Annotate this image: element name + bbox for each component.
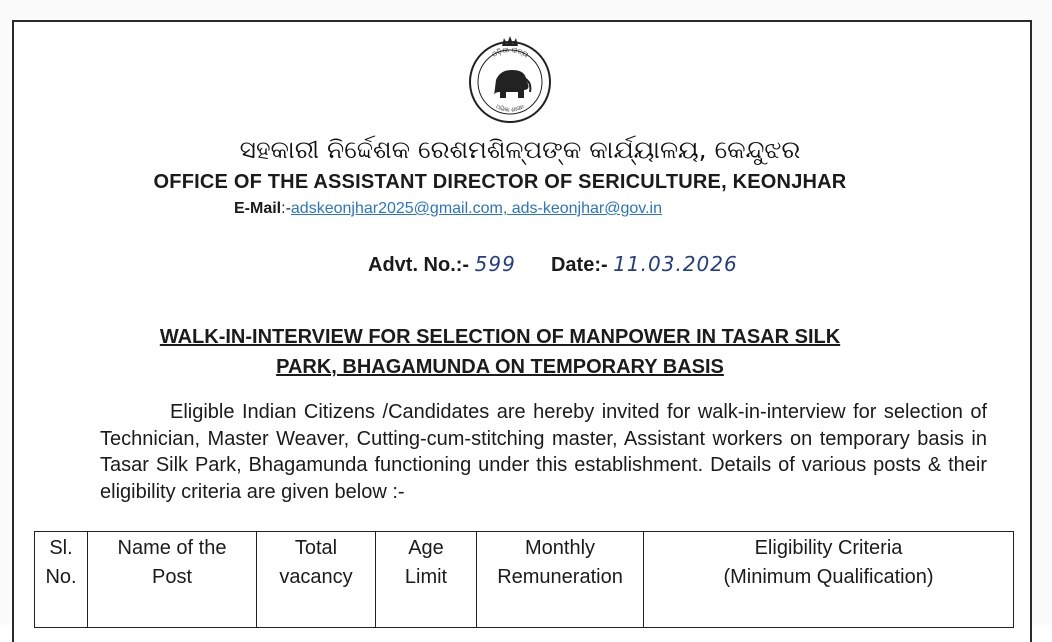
odisha-state-emblem-icon bbox=[464, 34, 556, 126]
svg-text:ଓଡ଼ିଶା ରାଜ୍ୟ bbox=[490, 46, 529, 59]
emblem-top-text: ଓଡ଼ିଶା ରାଜ୍ୟ bbox=[490, 45, 530, 60]
email-separator: :- bbox=[281, 200, 291, 217]
advt-number: 599 bbox=[474, 252, 516, 276]
column-header-eligibility: Eligibility Criteria (Minimum Qualification) bbox=[644, 532, 1014, 628]
notice-paragraph: Eligible Indian Citizens /Candidates are hereby invited for walk-in-interview for selection of Technician, Master Weaver, Cutting-cum-stitching master, Assistant workers on temporary basis in Tasar Silk Park, Bhagamunda functioning under this establishment. Details of various posts & their eligibility criteria are given below :- bbox=[100, 401, 987, 503]
column-header-sl-no: Sl. No. bbox=[35, 532, 88, 628]
email-line bbox=[234, 200, 662, 218]
table-header-row bbox=[35, 532, 1014, 628]
column-header-remuneration: Monthly Remuneration bbox=[477, 532, 644, 628]
notice-heading-line2: PARK, BHAGAMUNDA ON TEMPORARY BASIS bbox=[276, 356, 724, 378]
office-title-english: OFFICE OF THE ASSISTANT DIRECTOR OF SERICULTURE, KEONJHAR bbox=[153, 171, 847, 193]
email-label: E-Mail bbox=[234, 200, 282, 217]
date-label: Date:- bbox=[550, 254, 608, 276]
emblem-bottom-text: ଅଭିଜ୍ଞା ଶାସନ bbox=[494, 103, 526, 114]
office-title-odia: ସହକାରୀ ନିର୍ଦ୍ଦେଶକ ରେଶମଶିଳ୍ପଙ୍କ କାର୍ଯ୍ୟାଳୟ, କେନ୍ଦୁଝର bbox=[239, 135, 801, 164]
advt-label: Advt. No.:- bbox=[368, 254, 470, 276]
date-value: 11.03.2026 bbox=[613, 252, 738, 276]
notice-heading bbox=[0, 322, 1000, 382]
column-header-total-vacancy: Total vacancy bbox=[257, 532, 376, 628]
notice-heading-line1: WALK-IN-INTERVIEW FOR SELECTION OF MANPOWER IN TASAR SILK bbox=[159, 326, 841, 348]
advertisement-line bbox=[368, 252, 738, 277]
notice-paragraph-block bbox=[100, 399, 987, 505]
column-header-age-limit: Age Limit bbox=[376, 532, 477, 628]
email-addresses-link[interactable]: adskeonjhar2025@gmail.com, ads-keonjhar@gov.in bbox=[290, 200, 662, 217]
column-header-post-name: Name of the Post bbox=[88, 532, 257, 628]
posts-table bbox=[34, 531, 1014, 628]
